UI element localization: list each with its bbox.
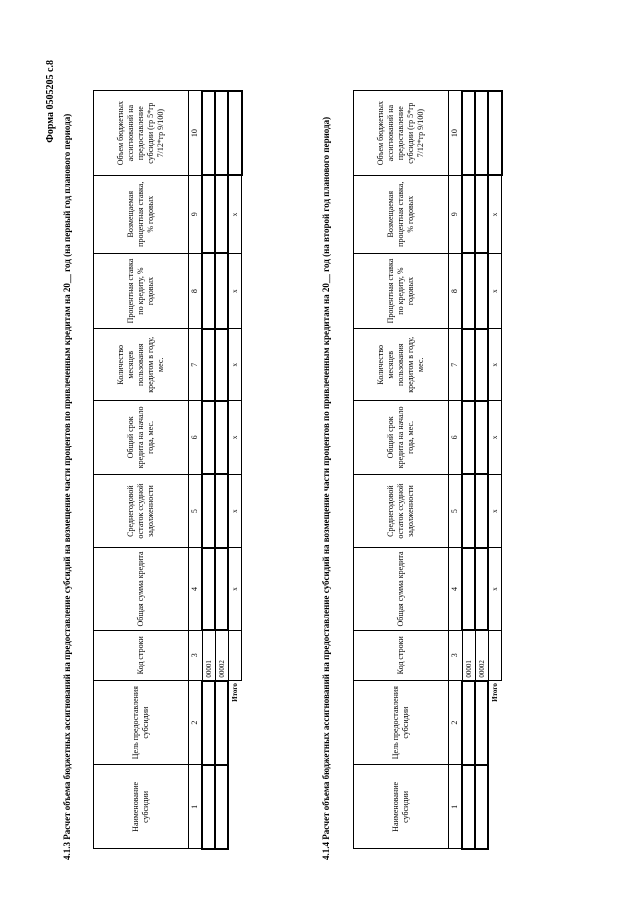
col-number: 3: [449, 630, 463, 681]
cell-input[interactable]: [215, 548, 228, 630]
cell-input[interactable]: [475, 401, 488, 475]
col-header: Объем бюджетных ассигнований на предоставление субсидии (гр 5*гр 7/12*гр 9/100): [354, 91, 449, 175]
total-row: [228, 91, 242, 849]
cell-input[interactable]: [215, 329, 228, 401]
cell-input[interactable]: [462, 681, 475, 765]
col-header: Среднегодовой остаток ссудной задолженности: [354, 474, 449, 548]
cell-input[interactable]: [215, 175, 228, 253]
cell-input[interactable]: [475, 175, 488, 253]
cell-input[interactable]: [462, 175, 475, 253]
total-row: [488, 91, 502, 849]
col-header: Цель предоставления субсидии: [354, 681, 449, 765]
cell-input[interactable]: [475, 91, 488, 175]
cell-input[interactable]: [202, 175, 215, 253]
x-mark: x: [488, 548, 502, 630]
section2-table: [353, 90, 503, 850]
col-header: Общий срок кредита на начало года, мес.: [94, 401, 189, 475]
col-number: 1: [449, 765, 463, 849]
x-mark: x: [228, 253, 242, 329]
x-mark: x: [228, 175, 242, 253]
x-mark: x: [488, 329, 502, 401]
col-number: 9: [189, 175, 203, 253]
cell-input[interactable]: [462, 765, 475, 849]
table-header-row: [94, 91, 189, 849]
cell-input[interactable]: [215, 401, 228, 475]
table-header-row: [354, 91, 449, 849]
row-code: 00002: [475, 630, 488, 681]
col-number: 10: [449, 91, 463, 175]
section1-title: 4.1.3 Расчет объема бюджетных ассигнований на предоставление субсидий на возмещение части процентов по привлеченным кредитам на 20__ год (на первый год планового периода): [62, 113, 72, 860]
col-number: 4: [449, 548, 463, 630]
cell-input[interactable]: [462, 548, 475, 630]
total-label: Итого: [231, 683, 240, 702]
cell-input[interactable]: [215, 91, 228, 175]
cell-input[interactable]: [462, 253, 475, 329]
col-header: Процентная ставка по кредиту, % годовых: [354, 253, 449, 329]
cell-input[interactable]: [475, 548, 488, 630]
col-number: 3: [189, 630, 203, 681]
total-label: Итого: [491, 683, 500, 702]
cell-input[interactable]: [202, 765, 215, 849]
column-number-row: [449, 91, 463, 849]
col-number: 8: [449, 253, 463, 329]
col-header: Среднегодовой остаток ссудной задолженности: [94, 474, 189, 548]
cell-input[interactable]: [215, 765, 228, 849]
col-number: 7: [449, 329, 463, 401]
table-row: [215, 91, 228, 849]
x-mark: x: [228, 474, 242, 548]
col-number: 1: [189, 765, 203, 849]
cell-input[interactable]: [215, 474, 228, 548]
col-header: Наименование субсидии: [94, 765, 189, 849]
x-mark: x: [488, 253, 502, 329]
form-label: Форма 0505205 с.8: [45, 60, 56, 143]
col-header: Наименование субсидии: [354, 765, 449, 849]
col-number: 2: [449, 681, 463, 765]
col-header: Объем бюджетных ассигнований на предоставление субсидии (гр 5*гр 7/12*гр 9/100): [94, 91, 189, 175]
col-header: Количество месяцев пользования кредитом в году, мес.: [354, 329, 449, 401]
col-number: 5: [449, 474, 463, 548]
cell-input[interactable]: [202, 91, 215, 175]
x-mark: x: [228, 401, 242, 475]
row-code: 00001: [462, 630, 475, 681]
col-number: 8: [189, 253, 203, 329]
cell-input[interactable]: [462, 474, 475, 548]
cell-input[interactable]: [475, 329, 488, 401]
col-header: Возмещаемая процентная ставка, % годовых: [94, 175, 189, 253]
cell-input[interactable]: [202, 329, 215, 401]
col-number: 7: [189, 329, 203, 401]
section2-title: 4.1.4 Расчет объема бюджетных ассигнований на предоставление субсидий на возмещение части процентов по привлеченным кредитам на 20__ год (на второй год планового периода): [321, 116, 331, 860]
cell-input[interactable]: [475, 253, 488, 329]
cell-input[interactable]: [462, 401, 475, 475]
column-number-row: [189, 91, 203, 849]
x-mark: x: [488, 401, 502, 475]
x-mark: x: [488, 175, 502, 253]
col-header: Возмещаемая процентная ставка, % годовых: [354, 175, 449, 253]
section1-table: [93, 90, 243, 850]
col-number: 9: [449, 175, 463, 253]
col-number: 6: [449, 401, 463, 475]
cell-input[interactable]: [475, 474, 488, 548]
col-header: Код строки: [94, 630, 189, 681]
col-number: 5: [189, 474, 203, 548]
x-mark: x: [228, 329, 242, 401]
col-number: 10: [189, 91, 203, 175]
cell-input[interactable]: [475, 681, 488, 765]
cell-input[interactable]: [202, 681, 215, 765]
table-row: [475, 91, 488, 849]
col-header: Общая сумма кредита: [354, 548, 449, 630]
table-row: [202, 91, 215, 849]
col-header: Количество месяцев пользования кредитом в году, мес.: [94, 329, 189, 401]
x-mark: x: [488, 474, 502, 548]
col-header: Код строки: [354, 630, 449, 681]
cell-input[interactable]: [215, 681, 228, 765]
col-number: 2: [189, 681, 203, 765]
x-mark: x: [228, 548, 242, 630]
total-value-cell[interactable]: [488, 91, 502, 175]
cell-input[interactable]: [215, 253, 228, 329]
cell-input[interactable]: [202, 548, 215, 630]
col-number: 6: [189, 401, 203, 475]
row-code: 00002: [215, 630, 228, 681]
rotated-content: [45, 60, 605, 860]
cell-input[interactable]: [475, 765, 488, 849]
col-header: Общий срок кредита на начало года, мес.: [354, 401, 449, 475]
col-header: Процентная ставка по кредиту, % годовых: [94, 253, 189, 329]
col-header: Цель предоставления субсидии: [94, 681, 189, 765]
cell-input[interactable]: [462, 329, 475, 401]
row-code: 00001: [202, 630, 215, 681]
total-value-cell[interactable]: [228, 91, 242, 175]
table-row: [462, 91, 475, 849]
cell-input[interactable]: [462, 91, 475, 175]
col-header: Общая сумма кредита: [94, 548, 189, 630]
cell-input[interactable]: [202, 253, 215, 329]
cell-input[interactable]: [202, 401, 215, 475]
total-code-cell: [488, 630, 502, 681]
total-code-cell: [228, 630, 242, 681]
cell-input[interactable]: [202, 474, 215, 548]
col-number: 4: [189, 548, 203, 630]
